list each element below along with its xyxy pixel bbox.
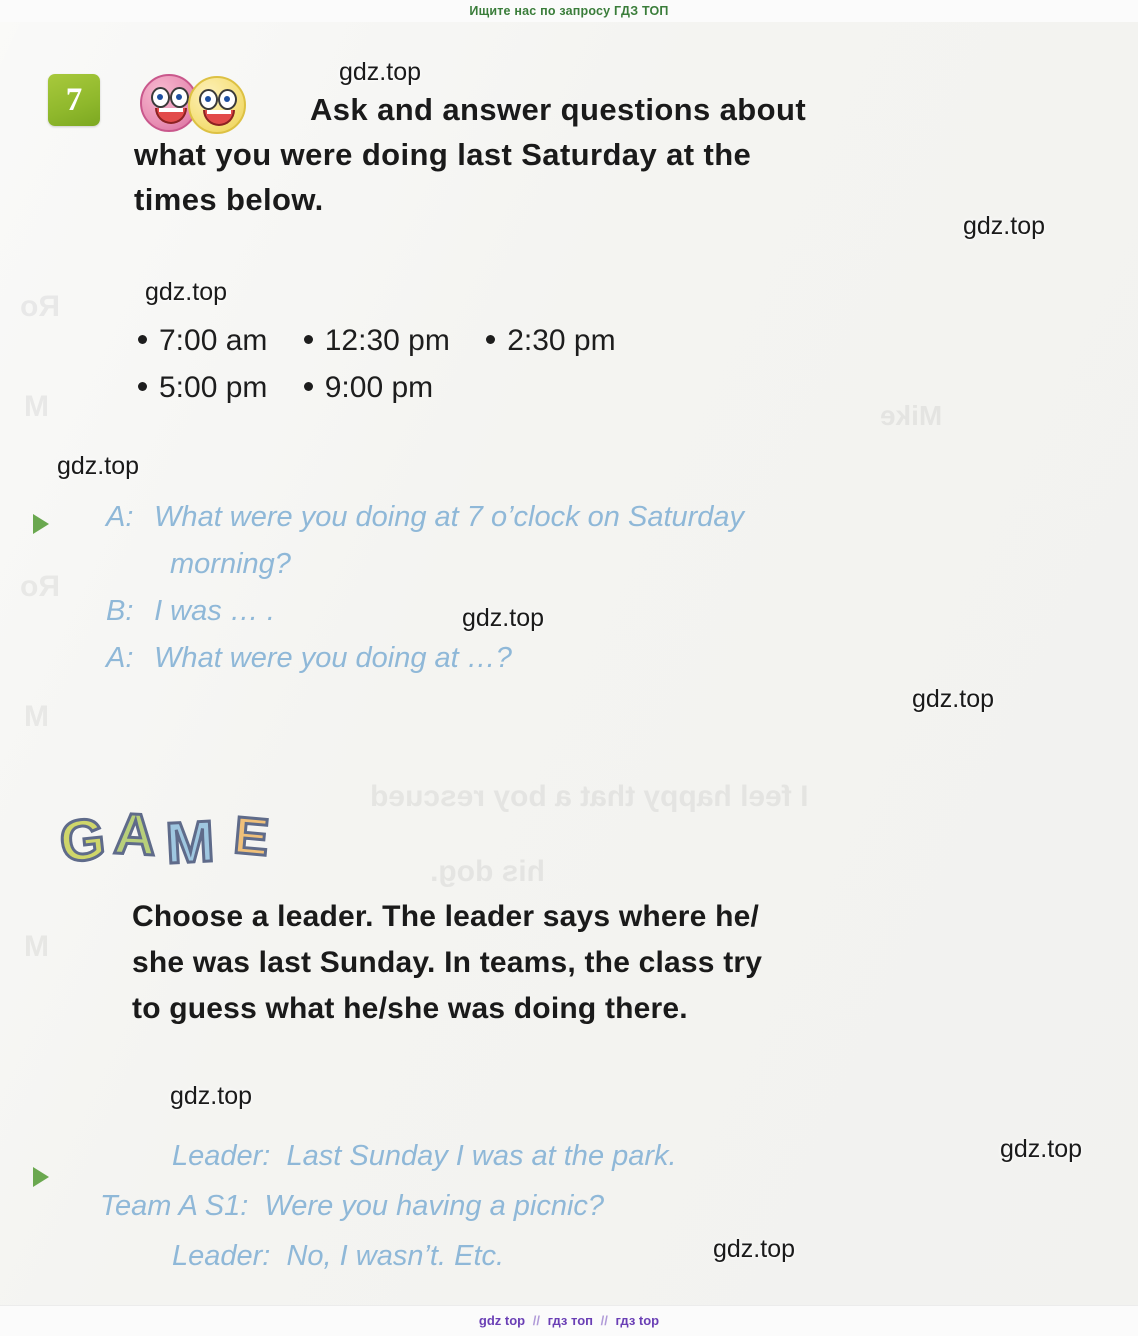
time-item: [138, 318, 267, 365]
watermark: gdz.top: [963, 212, 1046, 240]
game-dialogue-text: No, I wasn’t. Etc.: [286, 1239, 505, 1272]
time-label: 7:00 am: [159, 324, 268, 357]
example-dialogue: [106, 494, 1066, 682]
game-dialogue-speaker: Leader:: [172, 1140, 271, 1172]
watermark: gdz.top: [339, 58, 422, 86]
watermark: gdz.top: [145, 278, 228, 306]
ghost-text: I feel happy that a boy rescued: [370, 780, 809, 813]
game-dialogue-line: [100, 1132, 1083, 1182]
game-dialogue-speaker: Team A S1:: [100, 1189, 249, 1222]
exercise-instruction: [134, 88, 1054, 223]
dialogue-speaker: A:: [106, 641, 134, 674]
bullet-icon: [138, 335, 147, 344]
bullet-icon: [304, 382, 313, 391]
footer-part-3: гдз top: [615, 1313, 660, 1328]
site-top-banner: Ищите нас по запросу ГДЗ ТОП: [0, 0, 1138, 23]
dialogue-speaker: B:: [106, 594, 134, 627]
example-arrow-icon: [33, 514, 49, 534]
bullet-icon: [138, 382, 147, 391]
footer-separator: //: [600, 1313, 608, 1328]
time-item: [486, 318, 615, 365]
bullet-icon: [486, 335, 495, 344]
time-item: [304, 318, 450, 365]
game-logo-letter-a: A: [112, 800, 158, 869]
game-instruction-line-2: she was last Sunday. In teams, the class try: [132, 945, 763, 979]
instruction-line-2: what you were doing last Saturday at the: [134, 136, 752, 172]
watermark: gdz.top: [912, 685, 995, 713]
exercise-number-badge: 7: [48, 74, 100, 126]
instruction-line-1: Ask and answer questions about: [310, 92, 807, 127]
time-label: 2:30 pm: [507, 324, 616, 357]
game-logo-letter-g: G: [56, 805, 109, 876]
dialogue-text: What were you doing at 7 o’clock on Saturday: [154, 501, 745, 533]
watermark: gdz.top: [57, 452, 140, 480]
ghost-text: Ro: [20, 570, 60, 603]
instruction-line-3: times below.: [134, 181, 324, 217]
dialogue-text: I was … .: [154, 594, 275, 627]
dialogue-line: [106, 588, 1066, 635]
dialogue-speaker: A:: [106, 501, 134, 533]
game-example-arrow-icon: [33, 1167, 49, 1187]
game-dialogue-text: Last Sunday I was at the park.: [286, 1140, 677, 1172]
game-instruction: [132, 894, 1032, 1032]
game-dialogue: [100, 1132, 1083, 1282]
time-item: [138, 365, 267, 412]
dialogue-line: [106, 541, 1066, 588]
textbook-page-scan: [0, 22, 1138, 1306]
dialogue-text: morning?: [170, 547, 291, 580]
watermark: gdz.top: [1000, 1135, 1083, 1163]
game-logo-letter-e: E: [231, 806, 272, 868]
time-label: 9:00 pm: [324, 370, 434, 404]
times-row: [138, 365, 1038, 412]
ghost-text: Ro: [20, 290, 60, 323]
game-dialogue-speaker: Leader:: [172, 1239, 271, 1272]
ghost-text: Mike: [880, 400, 943, 431]
ghost-text: his dog.: [430, 855, 545, 888]
ghost-text: M: [24, 930, 49, 963]
footer-part-1: gdz top: [478, 1313, 526, 1328]
dialogue-line: [106, 635, 1066, 682]
times-list: [138, 318, 1038, 411]
watermark: gdz.top: [170, 1082, 253, 1110]
watermark: gdz.top: [462, 604, 545, 632]
dialogue-text: What were you doing at …?: [154, 641, 512, 674]
game-instruction-line-1: Choose a leader. The leader says where he/: [132, 900, 760, 933]
game-instruction-line-3: to guess what he/she was doing there.: [132, 991, 688, 1025]
game-dialogue-text: Were you having a picnic?: [264, 1189, 605, 1222]
dialogue-line: [106, 494, 1066, 541]
site-footer: [0, 1305, 1138, 1336]
game-dialogue-line: [100, 1232, 1080, 1282]
ghost-text: M: [24, 700, 49, 733]
time-item: [304, 365, 433, 412]
footer-separator: //: [532, 1313, 540, 1328]
bullet-icon: [304, 335, 313, 344]
watermark: gdz.top: [713, 1235, 796, 1263]
time-label: 5:00 pm: [159, 370, 268, 404]
ghost-text: M: [24, 390, 49, 423]
time-label: 12:30 pm: [324, 324, 450, 357]
game-dialogue-line: [100, 1182, 1080, 1232]
times-row: [138, 318, 1038, 365]
game-logo-letter-m: M: [164, 808, 216, 877]
game-logo: [56, 800, 310, 886]
footer-part-2: гдз топ: [547, 1313, 593, 1328]
